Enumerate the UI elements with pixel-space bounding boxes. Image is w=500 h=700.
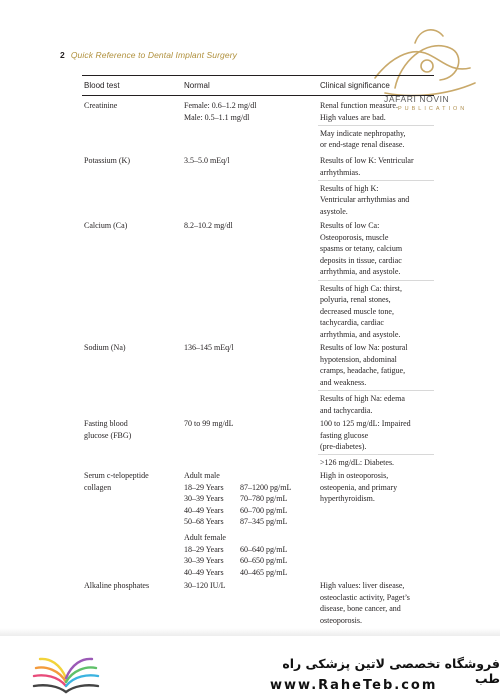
age-range: 18–29 Years xyxy=(184,482,224,492)
store-url: www.RaheTeb.com xyxy=(270,678,438,693)
paragraph-divider xyxy=(318,180,434,181)
clinical-significance-line: polyuria, renal stones, xyxy=(320,295,391,305)
clinical-significance-line: Renal function measure. xyxy=(320,101,398,110)
clinical-significance-line: hyperthyroidism. xyxy=(320,494,375,504)
table-top-rule xyxy=(82,75,434,76)
column-header-blood-test: Blood test xyxy=(84,81,120,90)
clinical-significance-line: decreased muscle tone, xyxy=(320,306,394,316)
clinical-significance-line: arrhythmias. xyxy=(320,167,361,177)
blood-test-name: Calcium (Ca) xyxy=(84,221,128,230)
paragraph-divider xyxy=(318,125,434,126)
reference-value: 60–700 pg/mL xyxy=(240,505,288,515)
clinical-significance-line: Results of low K: Ventricular xyxy=(320,156,414,165)
clinical-significance-line: >126 mg/dL: Diabetes. xyxy=(320,458,395,468)
clinical-significance-line: osteoporosis. xyxy=(320,615,362,625)
clinical-significance-line: spasms or tetany, calcium xyxy=(320,244,403,254)
normal-range: Female: 0.6–1.2 mg/dl xyxy=(184,101,257,110)
clinical-significance-line: fasting glucose xyxy=(320,430,369,440)
open-book-icon xyxy=(30,646,102,694)
reference-value: 87–1200 pg/mL xyxy=(240,482,292,492)
clinical-significance-line: May indicate nephropathy, xyxy=(320,128,406,138)
clinical-significance-line: Results of high K: xyxy=(320,183,379,193)
normal-range: 136–145 mEq/l xyxy=(184,343,234,352)
publisher-subtitle: PUBLICATION xyxy=(398,106,468,112)
blood-test-name: Sodium (Na) xyxy=(84,343,126,352)
clinical-significance-line: osteoclastic activity, Paget’s xyxy=(320,592,410,602)
age-range: 30–39 Years xyxy=(184,494,224,504)
age-range: 40–49 Years xyxy=(184,567,224,577)
reference-value: 60–640 pg/mL xyxy=(240,544,288,554)
clinical-significance-line: 100 to 125 mg/dL: Impaired xyxy=(320,419,411,428)
blood-test-name: Potassium (K) xyxy=(84,156,130,165)
age-range: 50–68 Years xyxy=(184,517,224,527)
clinical-significance-line: osteopenia, and primary xyxy=(320,482,398,492)
reference-value: 87–345 pg/mL xyxy=(240,517,288,527)
clinical-significance-line: disease, bone cancer, and xyxy=(320,604,401,614)
blood-test-name: Alkaline phosphates xyxy=(84,581,150,590)
clinical-significance-line: or end-stage renal disease. xyxy=(320,140,405,150)
normal-range: 8.2–10.2 mg/dl xyxy=(184,221,233,230)
clinical-significance-line: High in osteoporosis, xyxy=(320,471,389,480)
clinical-significance-line: hypotension, abdominal xyxy=(320,354,397,364)
publisher-name: JAFARI NOVIN xyxy=(384,94,450,104)
column-header-normal: Normal xyxy=(184,81,210,90)
clinical-significance-line: High values: liver disease, xyxy=(320,581,405,590)
age-range: 18–29 Years xyxy=(184,544,224,554)
paragraph-divider xyxy=(318,280,434,281)
clinical-significance-line: Results of low Na: postural xyxy=(320,343,408,352)
normal-range: 30–120 IU/L xyxy=(184,581,226,590)
clinical-significance-line: tachycardia, cardiac xyxy=(320,318,384,328)
blood-test-name: Creatinine xyxy=(84,101,118,110)
store-name-persian: فروشگاه تخصصی لاتین پزشکی راه طب xyxy=(282,656,500,686)
reference-value: 70–780 pg/mL xyxy=(240,494,288,504)
clinical-significance-line: asystole. xyxy=(320,206,348,216)
group-label: Adult male xyxy=(184,471,220,480)
reference-value: 40–465 pg/mL xyxy=(240,567,288,577)
clinical-significance-line: High values are bad. xyxy=(320,112,386,122)
clinical-significance-line: cramps, headache, fatigue, xyxy=(320,366,406,376)
clinical-significance-line: and tachycardia. xyxy=(320,405,373,415)
running-header xyxy=(60,50,237,60)
table-header-rule xyxy=(82,95,434,96)
normal-range: 3.5–5.0 mEq/l xyxy=(184,156,230,165)
blood-test-name: Serum c-telopeptide xyxy=(84,471,149,480)
blood-test-name: glucose (FBG) xyxy=(84,430,132,440)
group-label: Adult female xyxy=(184,533,226,542)
clinical-significance-line: Results of high Na: edema xyxy=(320,393,405,403)
clinical-significance-line: arrhythmia, and asystole. xyxy=(320,267,401,277)
paragraph-divider xyxy=(318,390,434,391)
clinical-significance-line: Results of low Ca: xyxy=(320,221,380,230)
age-range: 40–49 Years xyxy=(184,505,224,515)
reference-value: 60–650 pg/mL xyxy=(240,556,288,566)
column-header-clinical-significance: Clinical significance xyxy=(320,81,390,90)
book-title: Quick Reference to Dental Implant Surgery xyxy=(70,50,237,60)
age-range: 30–39 Years xyxy=(184,556,224,566)
page-number: 2 xyxy=(60,50,65,60)
normal-range: Male: 0.5–1.1 mg/dl xyxy=(184,112,250,122)
clinical-significance-line: deposits in tissue, cardiac xyxy=(320,255,402,265)
clinical-significance-line: Ventricular arrhythmias and xyxy=(320,195,410,205)
clinical-significance-line: and weakness. xyxy=(320,377,367,387)
clinical-significance-line: (pre-diabetes). xyxy=(320,442,367,452)
paragraph-divider xyxy=(318,454,434,455)
blood-test-name: Fasting blood xyxy=(84,419,128,428)
clinical-significance-line: Osteoporosis, muscle xyxy=(320,232,389,242)
clinical-significance-line: arrhythmia, and asystole. xyxy=(320,329,401,339)
blood-test-name: collagen xyxy=(84,482,112,492)
clinical-significance-line: Results of high Ca: thirst, xyxy=(320,283,402,293)
normal-range: 70 to 99 mg/dL xyxy=(184,419,234,428)
